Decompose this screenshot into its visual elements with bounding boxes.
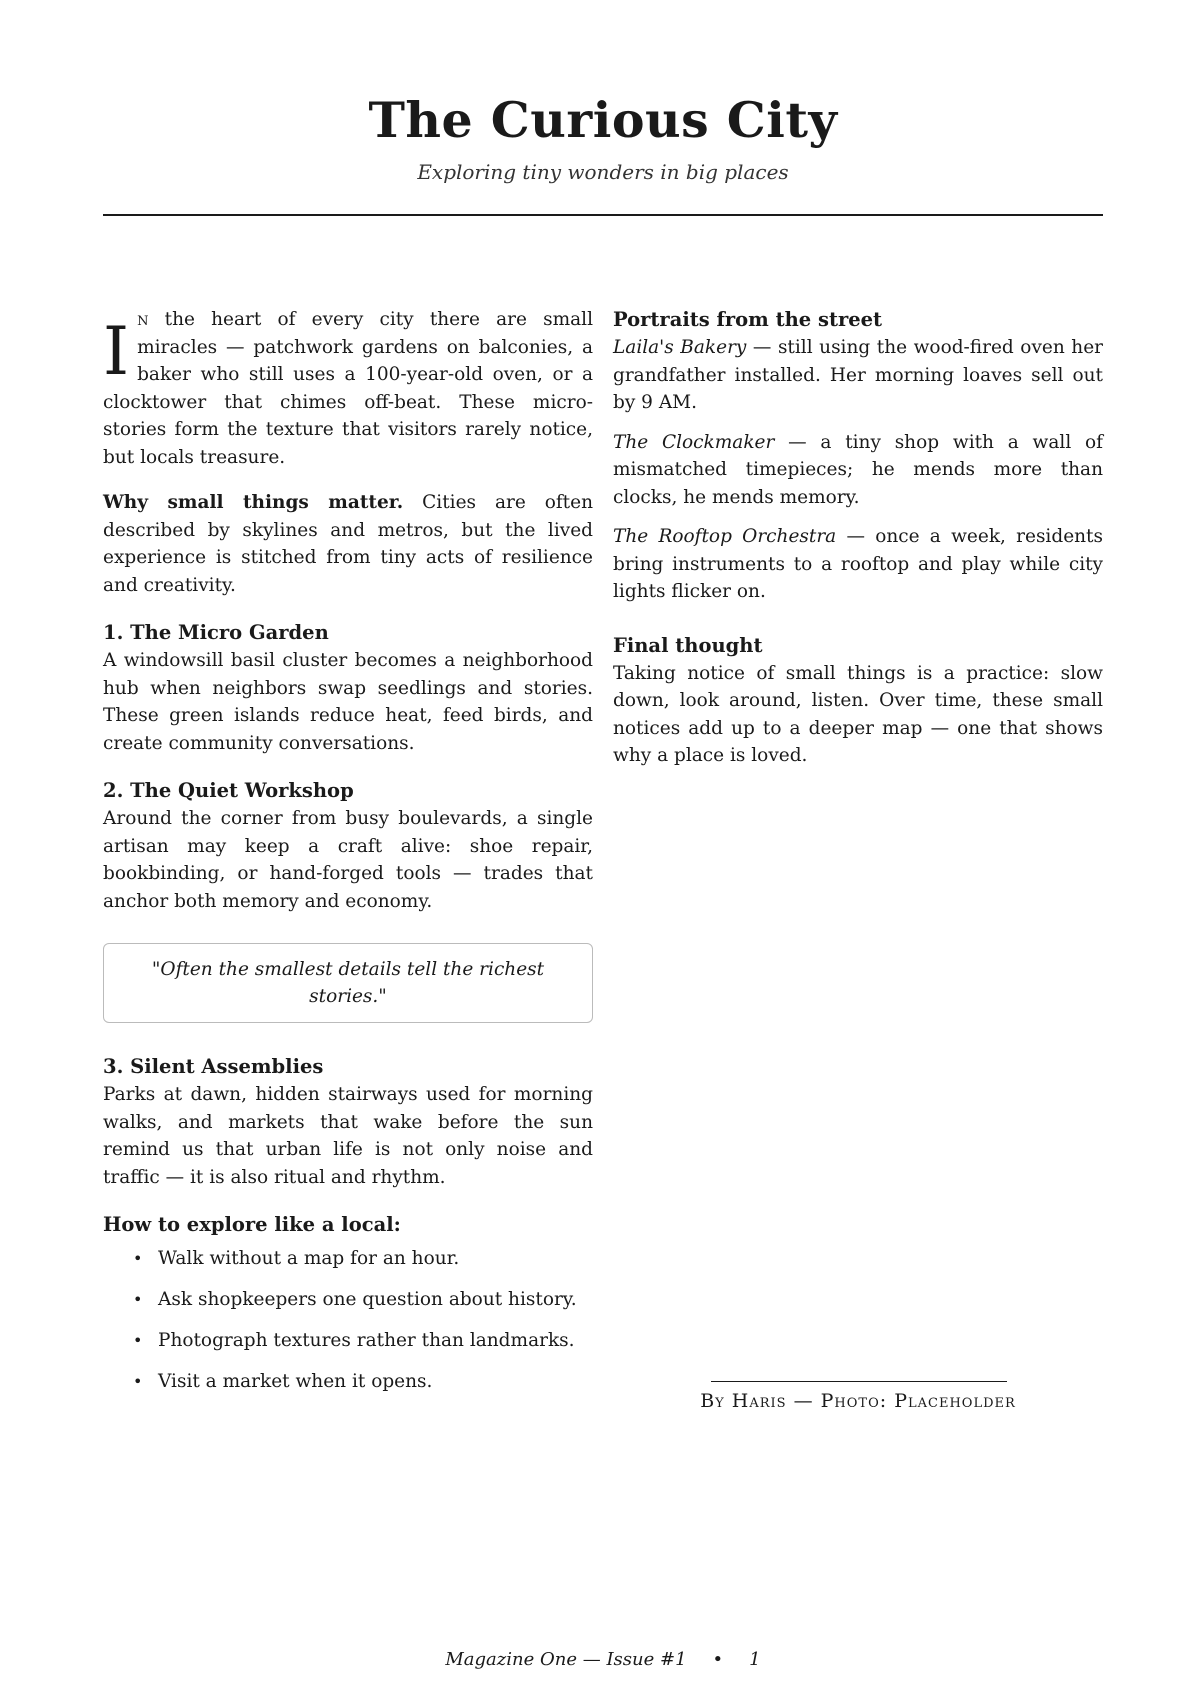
header-rule: [103, 214, 1103, 216]
masthead: [103, 90, 1103, 184]
list-item-text: Photograph textures rather than landmarks.: [158, 1329, 575, 1351]
section-quiet-workshop: [103, 777, 593, 915]
right-column: [613, 306, 1103, 770]
list-item: [133, 1286, 593, 1314]
section-micro-garden: [103, 619, 593, 757]
section-text: Around the corner from busy boulevards, a single artisan may keep a craft alive: shoe repair, bookbinding, or hand-forged tools — trades that anchor both memory and economy.: [103, 808, 593, 912]
page-title: The Curious City: [368, 91, 838, 149]
portrait-clockmaker: [613, 429, 1103, 512]
page-footer: [103, 1649, 1103, 1670]
bullet-icon: •: [133, 1371, 143, 1391]
section-silent-assemblies: [103, 1053, 593, 1191]
drop-cap: I: [103, 313, 130, 390]
byline-rule: [711, 1381, 1007, 1382]
portrait-text: — still using the wood-fired oven her grandfather installed. Her morning loaves sell out by 9 AM.: [613, 337, 1104, 413]
section-text: A windowsill basil cluster becomes a neighborhood hub when neighbors swap seedlings and stories. These green islands reduce heat, feed birds, and create community conversations.: [103, 650, 593, 754]
list-item-text: Ask shopkeepers one question about history.: [158, 1288, 577, 1310]
intro-text: the heart of every city there are small miracles — patchwork gardens on balconies, a baker who still uses a 100-year-old oven, or a clocktower that chimes off-beat. These micro-stories form the texture that visitors rarely notice, but locals treasure.: [103, 309, 593, 468]
page-number: 1: [749, 1649, 761, 1670]
page-subtitle: Exploring tiny wonders in big places: [417, 160, 789, 184]
portrait-name: The Clockmaker: [613, 431, 775, 453]
section-text: Parks at dawn, hidden stairways used for morning walks, and markets that wake before the sun remind us that urban life is not only noise and traffic — it is also ritual and rhythm.: [103, 1084, 593, 1188]
portrait-text: — once a week, residents bring instruments to a rooftop and play while city lights flicker on.: [613, 526, 1103, 602]
section-heading: 3. Silent Assemblies: [103, 1055, 324, 1078]
portrait-bakery: [613, 334, 1103, 417]
why-paragraph: [103, 489, 593, 599]
list-item: [133, 1327, 593, 1355]
bullet-icon: •: [133, 1248, 143, 1268]
portraits-heading: Portraits from the street: [613, 308, 883, 331]
why-heading: Why small things matter.: [103, 492, 404, 513]
portrait-orchestra: [613, 523, 1103, 606]
final-thought: [613, 632, 1103, 770]
bullet-icon: •: [133, 1289, 143, 1309]
byline: By Haris — Photo: Placeholder: [700, 1390, 1016, 1412]
final-heading: Final thought: [613, 633, 763, 657]
left-column: [103, 306, 593, 1409]
footer-separator: •: [712, 1649, 724, 1670]
portrait-name: Laila's Bakery: [613, 337, 747, 358]
portrait-name: The Rooftop Orchestra: [613, 526, 837, 547]
final-text: Taking notice of small things is a practice: slow down, look around, listen. Over time, these small notices add up to a deeper map — one that shows why a place is loved.: [613, 662, 1103, 766]
tips-heading: How to explore like a local:: [103, 1213, 401, 1236]
intro-first-word: n: [137, 309, 149, 330]
section-heading: 1. The Micro Garden: [103, 621, 329, 644]
portrait-text: — a tiny shop with a wall of mismatched timepieces; he mends more than clocks, he mends memory.: [613, 431, 1103, 508]
list-item-text: Visit a market when it opens.: [158, 1370, 433, 1392]
pull-quote: "Often the smallest details tell the richest stories.": [103, 943, 593, 1023]
list-item-text: Walk without a map for an hour.: [158, 1247, 460, 1269]
section-heading: 2. The Quiet Workshop: [103, 779, 354, 802]
list-item: [133, 1368, 593, 1396]
tips-list: [103, 1245, 593, 1396]
bullet-icon: •: [133, 1330, 143, 1350]
footer-magazine: Magazine One — Issue #1: [445, 1649, 687, 1670]
why-text: Cities are often described by skylines and metros, but the lived experience is stitched from tiny acts of resilience and creativity.: [103, 492, 593, 596]
list-item: [133, 1245, 593, 1273]
intro-paragraph: [103, 306, 593, 471]
